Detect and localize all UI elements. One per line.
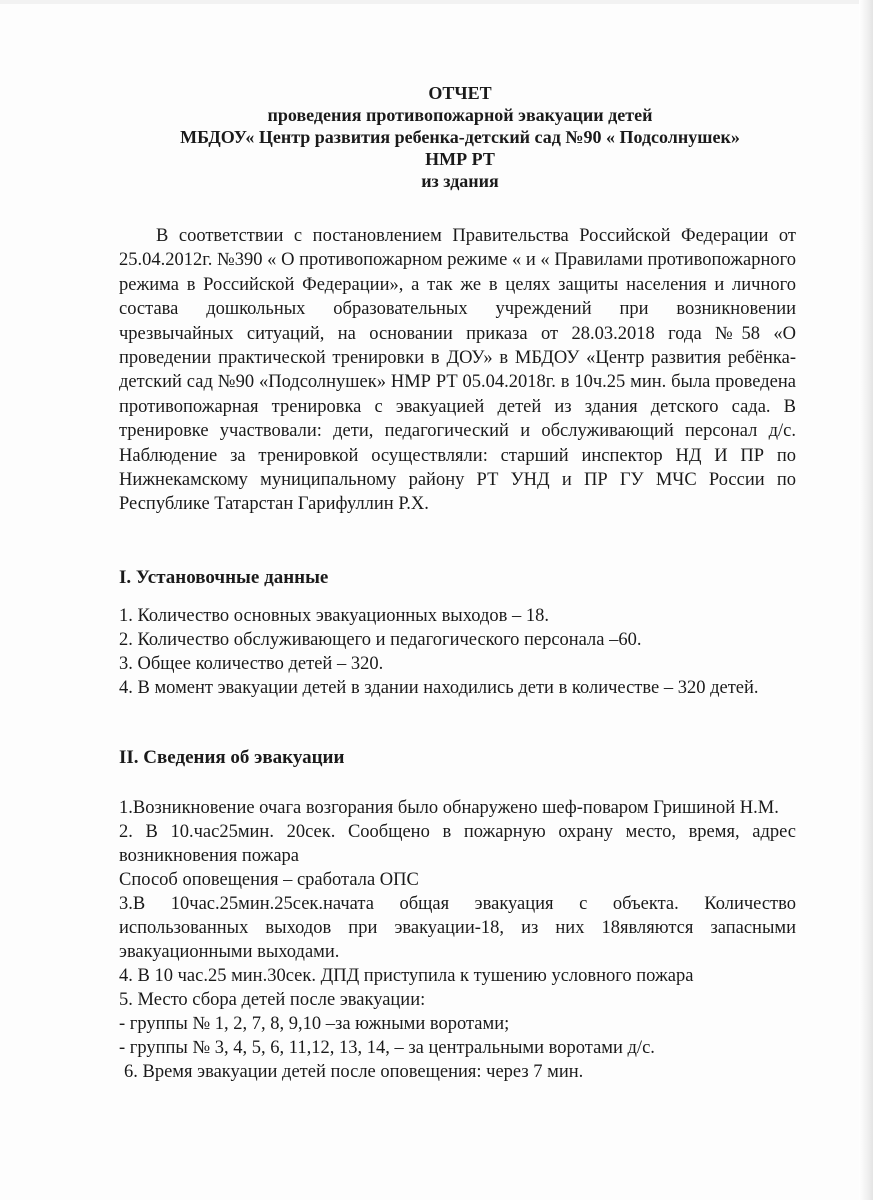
section-1-item: 2. Количество обслуживающего и педагогического персонала –60. [119,630,642,650]
report-subtitle-line-2: МБДОУ« Центр развития ребенка-детский сад №90 « Подсолнушек» [180,127,740,147]
report-subtitle-line-4: из здания [421,171,499,191]
section-2-item: 4. В 10 час.25 мин.30сек. ДПД приступила к тушению условного пожара [119,966,694,986]
report-subtitle-line-1: проведения противопожарной эвакуации детей [267,105,653,125]
section-2-item: 5. Место сбора детей после эвакуации: [119,990,426,1010]
section-2-title: II. Сведения об эвакуации [119,747,345,768]
document-header [100,82,820,192]
scan-edge-top [0,0,873,4]
report-title: ОТЧЕТ [428,83,492,103]
section-1-item: 1. Количество основных эвакуационных выходов – 18. [119,606,550,626]
section-2-item: 1.Возникновение очага возгорания было обнаружено шеф-поваром Гришиной Н.М. [119,798,779,818]
section-2-item: 3.В 10час.25мин.25сек.начата общая эвакуация с объекта. Количество использованных выходов при эвакуации-18, из них 18являются запасными эвакуационными выходами. [119,894,796,962]
section-2-item: 2. В 10.час25мин. 20сек. Сообщено в пожарную охрану место, время, адрес возникновения пожара [119,822,796,866]
section-1-item: 3. Общее количество детей – 320. [119,654,384,674]
scan-edge-right [859,0,873,1200]
section-1-title: I. Установочные данные [119,567,329,588]
section-2-list [119,796,796,1084]
report-subtitle-line-3: НМР РТ [425,149,495,169]
section-2-item: - группы № 1, 2, 7, 8, 9,10 –за южными воротами; [119,1014,510,1034]
intro-paragraph: В соответствии с постановлением Правительства Российской Федерации от 25.04.2012г. №390 « О противопожарном режиме « и « Правилами противопожарного режима в Российской Федерации», а так же в целях защиты населения и личного состава дошкольных образовательных учреждений при возникновении чрезвычайных ситуаций, на основании приказа от 28.03.2018 года №58 «О проведении практической тренировки в ДОУ» в МБДОУ «Центр развития ребёнка-детский сад №90 «Подсолнушек» НМР РТ 05.04.2018г. в 10ч.25 мин. была проведена противопожарная тренировка с эвакуацией детей из здания детского сада. В тренировке участвовали: дети, педагогический и обслуживающий персонал д/с. Наблюдение за тренировкой осуществляли: старший инспектор НД И ПР по Нижнекамскому муниципальному району РТ УНД и ПР ГУ МЧС России по Республике Татарстан Гарифуллин Р.Х. [119,226,796,515]
section-1-list [119,604,796,700]
section-2-item: - группы № 3, 4, 5, 6, 11,12, 13, 14, – за центральными воротами д/с. [119,1038,655,1058]
section-2-item: Способ оповещения – сработала ОПС [119,870,419,890]
section-1-item: 4. В момент эвакуации детей в здании находились дети в количестве – 320 детей. [119,678,759,698]
section-2-item: 6. Время эвакуации детей после оповещения: через 7 мин. [124,1062,584,1082]
